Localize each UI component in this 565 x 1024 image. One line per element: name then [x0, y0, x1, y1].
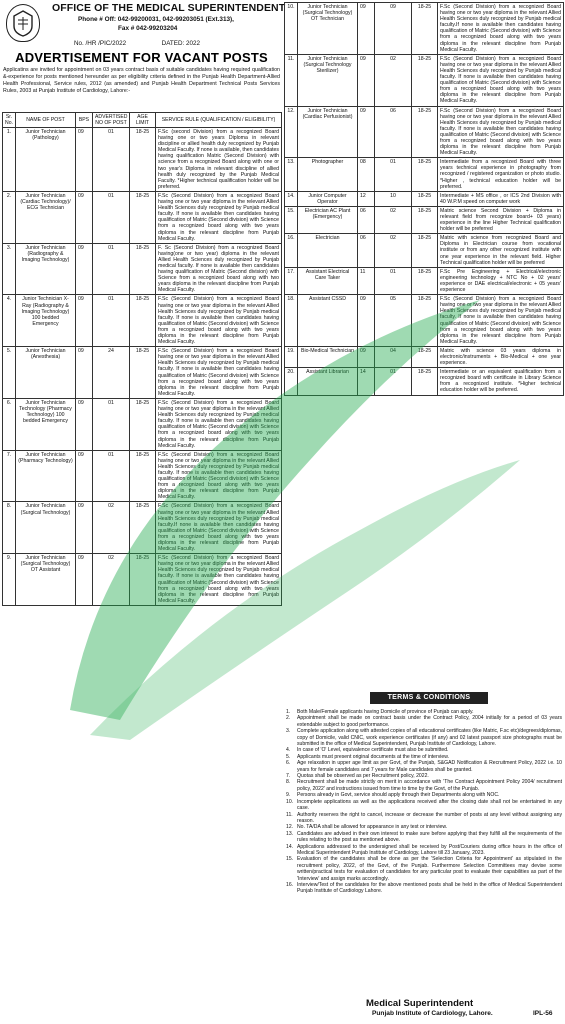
term-number: 7.	[286, 773, 291, 780]
table-row	[285, 234, 564, 267]
term-text: No. TA/DA shall be allowed for appearance in any test or interview.	[297, 824, 448, 831]
post-name-cell: Junior Technician (Pathology)	[16, 128, 76, 192]
office-title: OFFICE OF THE MEDICAL SUPERINTENDENT	[52, 2, 286, 14]
bps-cell: 09	[76, 191, 93, 243]
serial-number-cell: 17.	[285, 267, 298, 294]
term-text: Recruitment shall be made strictly on merit in accordance with 'The Contract Appointment Policy 2004/ recruitment policy, 2022' and instructions issued from time to time by the Govt, of the Punjab.	[297, 779, 562, 792]
term-number: 2.	[286, 715, 291, 722]
advertised-count-cell: 02	[93, 502, 130, 554]
service-rule-cell: F.Sc (Second Division) from a recognized Board having one or two year diploma in the relevant Allied Health Sciences duly recognized by Punjab medical faculty.If none is available then candidates having qualification of Matric (Second division) with Science from a recognized board along with two years diploma in the relevant discipline from Punjab Medical Faculty.	[438, 3, 564, 55]
terms-heading: TERMS & CONDITIONS	[370, 692, 488, 704]
service-rule-cell: Intermediate from a recognized Board with three years technical experience in photography from recognized / registered organization or photo studio. *Higher , technical education holder will be preferred.	[438, 158, 564, 191]
term-number: 3.	[286, 728, 291, 735]
bps-cell: 12	[358, 191, 375, 206]
term-number: 14.	[286, 843, 294, 850]
serial-number-cell: 12.	[285, 106, 298, 158]
advertised-count-cell: 02	[93, 554, 130, 606]
bps-cell: 09	[358, 346, 375, 367]
table-row	[285, 346, 564, 367]
table-row	[285, 106, 564, 158]
post-name-cell: Junior Technician (Surgical Technology) OT Technician	[298, 3, 358, 55]
age-limit-cell: 18-25	[412, 346, 438, 367]
table-row	[285, 3, 564, 55]
table-row	[285, 206, 564, 233]
post-name-cell: Assistant CSSD	[298, 295, 358, 347]
term-number: 6.	[286, 760, 291, 767]
advertised-count-cell: 09	[375, 3, 412, 55]
serial-number-cell: 5.	[3, 347, 16, 399]
col-header-advertised: ADVERTISED NO OF POST	[93, 113, 130, 128]
serial-number-cell: 4.	[3, 295, 16, 347]
table-row	[3, 502, 282, 554]
advertised-count-cell: 24	[93, 347, 130, 399]
term-text: Quotas shall be observed as per Recruitment policy, 2022.	[297, 773, 429, 780]
post-name-cell: Junior Technician (Surgical Technology Sterilizer)	[298, 54, 358, 106]
service-rule-cell: Matric science Second Division + Diploma in relevant field from recognize board+ 03 years) experience in the line Higher Technical qualification holder will be preferred	[438, 206, 564, 233]
term-item	[286, 882, 562, 895]
serial-number-cell: 19.	[285, 346, 298, 367]
term-item	[286, 831, 562, 844]
table-row	[285, 54, 564, 106]
bps-cell: 06	[358, 234, 375, 267]
term-text: Incomplete applications as well as the applications received after the closing date shall not be entertained in any case.	[297, 798, 562, 812]
advertised-count-cell: 02	[375, 206, 412, 233]
age-limit-cell: 18-25	[130, 502, 156, 554]
bps-cell: 09	[358, 54, 375, 106]
age-limit-cell: 18-25	[412, 54, 438, 106]
table-row	[285, 267, 564, 294]
post-name-cell: Junior Computer Operator	[298, 191, 358, 206]
fax-line: Fax # 042-99203204	[118, 25, 178, 32]
advertised-count-cell: 04	[375, 346, 412, 367]
table-row	[3, 347, 282, 399]
term-text: Candidates are advised in their own interest to make sure before applying that they fulfill all the requirements of the rules relating to the post as mentioned above.	[297, 830, 562, 844]
age-limit-cell: 18-25	[412, 191, 438, 206]
posts-table-left	[2, 112, 282, 606]
age-limit-cell: 18-25	[412, 206, 438, 233]
age-limit-cell: 18-25	[412, 234, 438, 267]
post-name-cell: Assistant Librarian	[298, 368, 358, 395]
reference-number: No. /HR /PIC/2022	[74, 40, 127, 47]
term-item	[286, 856, 562, 882]
post-name-cell: Junior Technician X-Ray (Radiography & Imaging Technology) 100 bedded Emergency	[16, 295, 76, 347]
term-text: Interview/Test of the candidates for the above mentioned posts shall be held in the office of Medical Superintendent Punjab Institute of Cardiology Lahore.	[297, 881, 562, 895]
age-limit-cell: 18-25	[412, 267, 438, 294]
term-item	[286, 760, 562, 773]
term-text: Applications addressed to the undersigned shall be received by Post/Couriers during office hours in the office of Medical Superintendent Punjab Institute of Cardiology, Lahore till 23 January, 2023.	[297, 843, 562, 856]
age-limit-cell: 18-25	[130, 295, 156, 347]
service-rule-cell: F.Sc (Second Division) from a recognized Board having one or two year diploma in the relevant Allied Health Sciences duly recognized by Punjab medical faculty. If none is available then candidates having qualification of Matric (Second division) with Science from a recognized board along with two years diploma in the relevant discipline from Punjab Medical Faculty.	[438, 295, 564, 347]
service-rule-cell: Intermediate or an equivalent qualification from a recognized board with certificate in Library Science from a recognized institute. *Higher technical education holder will be preferred.	[438, 368, 564, 395]
serial-number-cell: 15.	[285, 206, 298, 233]
bps-cell: 09	[76, 398, 93, 450]
term-text: In case of 'O' Level, equivalence certificate must also be submitted.	[297, 747, 449, 754]
serial-number-cell: 10.	[285, 3, 298, 55]
col-header-rule: SERVICE RULE (QUALIFICATION / ELIGIBILITY)	[156, 113, 282, 128]
serial-number-cell: 3.	[3, 243, 16, 295]
term-number: 9.	[286, 792, 291, 799]
post-name-cell: Junior Technician (Cardiac Technology)/ ECG Technician	[16, 191, 76, 243]
terms-list	[286, 709, 562, 895]
advertised-count-cell: 01	[93, 191, 130, 243]
term-text: Applicants must present original documents at the time of interview.	[297, 753, 450, 760]
post-name-cell: Photographer	[298, 158, 358, 191]
post-name-cell: Assistant Electrical Care Taker	[298, 267, 358, 294]
age-limit-cell: 18-25	[412, 158, 438, 191]
bps-cell: 14	[358, 368, 375, 395]
serial-number-cell: 13.	[285, 158, 298, 191]
service-rule-cell: Intermediate + MS office , or ICS 2nd Division with 40 W.P.M speed on computer work	[438, 191, 564, 206]
age-limit-cell: 18-25	[130, 554, 156, 606]
service-rule-cell: F.Sc (Second Division) from a recognized Board having one or two year diploma in the relevant Allied Health Sciences duly recognized by Punjab medical faculty. If none is available then candidates having qualification of Matric (Second division) with Science from a recognized board along with two years diploma in the relevant discipline from Punjab Medical Faculty.	[438, 54, 564, 106]
term-text: Persons already in Govt, service should apply through their Departments along with NOC.	[297, 792, 500, 799]
term-text: Appointment shall be made on contract basis under the Contract Policy, 2004 initially for a period of 03 years extendable subject to good performance.	[297, 715, 562, 728]
col-header-sr: Sr. No.	[3, 113, 16, 128]
advertised-count-cell: 05	[375, 295, 412, 347]
service-rule-cell: F.Sc (second Division) from a recognized Board having one or two years Diploma in relevant discipline or allied health duly recognized by Punjab Medical Faculty. If none is available, then candidates having qualification Matric (Second Division) with science from a recognized Board along with one or two year's Diploma in relevant discipline of allied health duly recognized by the Punjab Medical Faculty. *Higher technical qualification holder will be preferred.	[156, 128, 282, 192]
bps-cell: 09	[76, 243, 93, 295]
service-rule-cell: Matric with science 03 years diploma in electronic/instruments + Bio-Medical + one year experience.	[438, 346, 564, 367]
bps-cell: 09	[76, 554, 93, 606]
advertised-count-cell: 06	[375, 106, 412, 158]
serial-number-cell: 6.	[3, 398, 16, 450]
service-rule-cell: F.Sc (Second Division) from a recognized Board having one or two year diploma in the relevant Allied Health Sciences duly recognized by Punjab medical faculty. If none is available then candidates having qualification of Matric (Second division) with Science from a recognized board along with two years diploma in the relevant discipline from Punjab Medical Faculty.	[438, 106, 564, 158]
advertised-count-cell: 01	[93, 398, 130, 450]
term-number: 5.	[286, 753, 291, 760]
phone-line: Phone # Off: 042-99200031, 042-99203051 (Ext.313),	[78, 16, 234, 23]
advertised-count-cell: 10	[375, 191, 412, 206]
post-name-cell: Bio-Medical Technician	[298, 346, 358, 367]
col-header-bps: BPS	[76, 113, 93, 128]
serial-number-cell: 11.	[285, 54, 298, 106]
post-name-cell: Junior Technician Technology (Pharmacy Technology) 100 bedded Emergency	[16, 398, 76, 450]
term-item	[286, 779, 562, 792]
advertised-count-cell: 01	[375, 267, 412, 294]
age-limit-cell: 18-25	[412, 368, 438, 395]
advertised-count-cell: 01	[93, 295, 130, 347]
advertisement-banner: ADVERTISEMENT FOR VACANT POSTS	[2, 50, 281, 66]
serial-number-cell: 2.	[3, 191, 16, 243]
col-header-age: AGE LIMIT	[130, 113, 156, 128]
age-limit-cell: 18-25	[130, 128, 156, 192]
table-row	[3, 243, 282, 295]
service-rule-cell: F.Sc (Second Division) from a recognized Board having one or two year diploma in the relevant Allied Health Sciences duly recognized by Punjab medical faculty. If none is available then candidates having qualification of Matric (Second division) with Science from a recognized board along with two years diploma in the relevant discipline from Punjab Medical Faculty.	[156, 450, 282, 502]
term-item	[286, 799, 562, 812]
service-rule-cell: F.Sc (Second Division) from a recognized Board having one or two year diploma in the relevant Allied Health Sciences duly recognized by Punjab medical faculty. If none is available then candidates having qualification of Matric (Second division) with Science from a recognized board along with two years diploma in the relevant discipline from Punjab Medical Faculty.	[156, 295, 282, 347]
serial-number-cell: 1.	[3, 128, 16, 192]
serial-number-cell: 8.	[3, 502, 16, 554]
advertised-count-cell: 01	[375, 368, 412, 395]
term-text: Both Male/Female applicants having Domicile of province of Punjab can apply.	[297, 709, 474, 715]
serial-number-cell: 20.	[285, 368, 298, 395]
service-rule-cell: F. Sc (Second Division) from a recognized Board having(one or two year) diploma in the relevant Allied Health Sciences duly recognized by Punjab medical faculty. If none is available then candidates having qualification of Matric (Second division) with Science from a recognized board along with two years diploma in the relevant discipline from Punjab Medical Faculty.	[156, 243, 282, 295]
table-row	[3, 450, 282, 502]
post-name-cell: Junior Technician (Pharmacy Technology)	[16, 450, 76, 502]
table-row	[3, 554, 282, 606]
term-number: 1.	[286, 709, 291, 715]
serial-number-cell: 18.	[285, 295, 298, 347]
post-name-cell: Junior Technician (Surgical Technology) OT Assistant	[16, 554, 76, 606]
serial-number-cell: 9.	[3, 554, 16, 606]
post-name-cell: Electrician AC Plant (Emergency)	[298, 206, 358, 233]
advertised-count-cell: 02	[375, 54, 412, 106]
age-limit-cell: 18-25	[130, 191, 156, 243]
punjab-seal-logo	[6, 4, 40, 42]
signature-organization: Punjab Institute of Cardiology, Lahore.	[372, 1010, 493, 1017]
bps-cell: 09	[76, 295, 93, 347]
bps-cell: 09	[358, 295, 375, 347]
term-text: Evaluation of the candidates shall be done as per the 'Selection Criteria for Appointment' as stipulated in the recruitment policy, 2022, of the Govt, of the Punjab. Furthermore Selection Committees may devise some written/practical tests for evaluation of candidates for any particular post to evaluate their capabilities as part of the 'Interview' and assign marks accordingly.	[297, 856, 562, 882]
term-number: 10.	[286, 798, 294, 805]
bps-cell: 09	[76, 450, 93, 502]
table-header-row	[3, 113, 282, 128]
service-rule-cell: F.Sc (Second Division) from a recognized Board having one or two year diploma in the relevant Allied Health Sciences duly recognized by Punjab medical faculty.If none is available then candidates having qualification of Matric (Second division) with Science from a recognized board along with two years diploma in the relevant discipline from Punjab Medical Faculty.	[156, 502, 282, 554]
age-limit-cell: 18-25	[412, 106, 438, 158]
term-number: 15.	[286, 856, 294, 863]
term-number: 4.	[286, 747, 291, 754]
term-item	[286, 844, 562, 857]
bps-cell: 09	[358, 106, 375, 158]
term-number: 11.	[286, 811, 293, 818]
post-name-cell: Electrician	[298, 234, 358, 267]
dated-label: DATED: 2022	[161, 40, 201, 47]
table-row	[285, 158, 564, 191]
term-number: 16.	[286, 881, 294, 888]
post-name-cell: Junior Technician (Anesthesia)	[16, 347, 76, 399]
intro-paragraph: Applicatins are invited for appointment on 03 years contract basis of suitable candidates having required qualification &-experience for posts mentioned hereunder as per eligibility criteria defined in the Punjab Health Department-Allied Health Professional, Service rules, 2012 (as amended) and Punjab Health Department Technical Posts Services Rules, 2003 at Punjab Institute of Cardiology, Lahore:-	[3, 67, 280, 94]
term-number: 13.	[286, 830, 294, 837]
reference-line	[74, 40, 200, 47]
col-header-name: NAME OF POST	[16, 113, 76, 128]
age-limit-cell: 18-25	[412, 295, 438, 347]
advertised-count-cell: 01	[93, 450, 130, 502]
advertised-count-cell: 02	[375, 234, 412, 267]
service-rule-cell: F.Sc (Second Division) from a recognized Board having one or two year diploma in the relevant Allied Health Sciences duly recognized by Punjab medical faculty. If none is available then candidates having qualification of Matric (Second division) with Science from a recognized board along with two years diploma in the relevant discipline from Punjab Medical Faculty.	[156, 191, 282, 243]
table-row	[3, 191, 282, 243]
age-limit-cell: 18-25	[130, 347, 156, 399]
term-text: Authority reserves the right to cancel, increase or decrease the number of posts at any level without assigning any reason.	[297, 811, 562, 824]
age-limit-cell: 18-25	[130, 450, 156, 502]
age-limit-cell: 18-25	[412, 3, 438, 55]
advertised-count-cell: 01	[93, 243, 130, 295]
bps-cell: 06	[358, 206, 375, 233]
term-item	[286, 715, 562, 728]
table-row	[285, 191, 564, 206]
service-rule-cell: Matric with science from recognized Board and Diploma in Electrician course from vocational institute or from any other recognized institute with one year experience in the relevant field. Higher Technical qualification holder will be preferred	[438, 234, 564, 267]
post-name-cell: Junior Technician (Surgical Technology)	[16, 502, 76, 554]
table-row	[3, 128, 282, 192]
service-rule-cell: F.Sc (Second Division) from a recognized Board having one or two year diploma in the relevant Allied Health Sciences duly recognized by Punjab medical faculty. If none is available then candidates having qualification of Matric (Second division) with Science from a recognized board along with two years diploma in the relevant discipline from Punjab Medical Faculty.	[156, 554, 282, 606]
bps-cell: 09	[76, 128, 93, 192]
table-row	[3, 295, 282, 347]
table-row	[285, 368, 564, 395]
term-item	[286, 812, 562, 825]
term-text: Complete application along with attested copies of all educational certificates (like Matric, F.sc etc)/degrees/diplomas, copy of Domicile, valid CNIC, work experience certificates (if any) and 02 latest passport size photographs must be submitted in the office of Medical Superintendent, Punjab Institute of Cardiology, Lahore.	[297, 728, 562, 748]
term-item	[286, 728, 562, 747]
posts-table-right	[284, 2, 564, 396]
advertised-count-cell: 01	[93, 128, 130, 192]
serial-number-cell: 7.	[3, 450, 16, 502]
bps-cell: 09	[358, 3, 375, 55]
bps-cell: 11	[358, 267, 375, 294]
advertised-count-cell: 01	[375, 158, 412, 191]
bps-cell: 08	[358, 158, 375, 191]
age-limit-cell: 18-25	[130, 243, 156, 295]
table-row	[285, 295, 564, 347]
service-rule-cell: F.Sc Pre Engineering + Electrical/electronic engineering technology + NTC No + 02 years' experience or DAE electrical/electronic + 05 years' experience	[438, 267, 564, 294]
bps-cell: 09	[76, 502, 93, 554]
bps-cell: 09	[76, 347, 93, 399]
serial-number-cell: 16.	[285, 234, 298, 267]
service-rule-cell: F.Sc (Second Division) from a recognized Board having one or two year diploma in the relevant Allied Health Sciences duly recognized by Punjab medical faculty. If none is available then candidates having qualification of Matric (Second division) with Science from a recognized board along with two years diploma in the relevant discipline from Punjab Medical Faculty.	[156, 398, 282, 450]
ipl-code: IPL-56	[533, 1010, 553, 1017]
post-name-cell: Junior Technician (Radiography & Imaging Technology)	[16, 243, 76, 295]
table-row	[3, 398, 282, 450]
age-limit-cell: 18-25	[130, 398, 156, 450]
post-name-cell: Junior Technician (Cardiac Perfusionist)	[298, 106, 358, 158]
service-rule-cell: F.Sc (Second Division) from a recognized Board having one or two year diploma in the relevant Allied Health Sciences duly recognized by Punjab medical faculty. If none is available then candidates having qualification of Matric (Second division) with Science from a recognized board along with two years diploma in the relevant discipline from Punjab Medical Faculty.	[156, 347, 282, 399]
term-number: 8.	[286, 779, 291, 786]
serial-number-cell: 14.	[285, 191, 298, 206]
signature-title: Medical Superintendent	[366, 998, 474, 1009]
term-text: Age relaxation in upper age limit as per Govt, of the Punjab, S&GAD Notification & Recruitment Policy, 2022 i.e. 10 years for female candidates and 7 years for Male candidates shall be granted.	[297, 760, 562, 773]
term-number: 12.	[286, 824, 294, 831]
